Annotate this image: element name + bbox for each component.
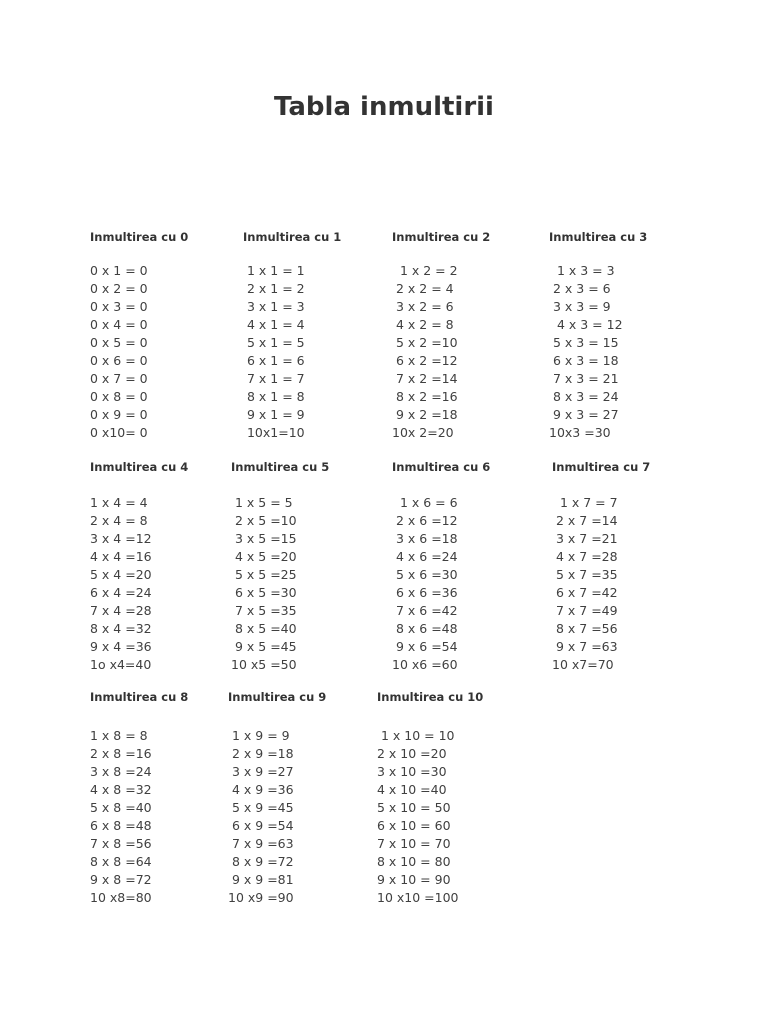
table-line: 5 x 6 =30 [392,567,458,582]
table-title: Inmultirea cu 5 [231,460,330,474]
table-line: 6 x 1 = 6 [243,353,305,368]
table-title: Inmultirea cu 0 [90,230,189,244]
multiplication-table-5 [231,459,381,672]
multiplication-table-4 [90,459,240,672]
table-lines [243,262,305,442]
table-line: 0 x 2 = 0 [90,281,148,296]
table-line: 1 x 2 = 2 [392,263,458,278]
multiplication-table-6 [392,459,542,672]
table-line: 1o x4=40 [90,657,152,672]
table-line: 10 x5 =50 [231,657,297,672]
table-line: 8 x 1 = 8 [243,389,305,404]
table-lines [231,494,297,674]
table-line: 2 x 3 = 6 [549,281,611,296]
multiplication-table-2 [392,229,542,440]
multiplication-table-0 [90,229,240,440]
table-title: Inmultirea cu 8 [90,690,189,704]
table-line: 7 x 10 = 70 [377,836,451,851]
table-title: Inmultirea cu 2 [392,230,491,244]
table-line: 9 x 10 = 90 [377,872,451,887]
table-line: 0 x10= 0 [90,425,148,440]
table-line: 2 x 5 =10 [231,513,297,528]
table-line: 6 x 9 =54 [228,818,294,833]
table-line: 4 x 8 =32 [90,782,152,797]
page-title: Tabla inmultirii [274,92,494,122]
table-line: 8 x 10 = 80 [377,854,451,869]
table-line: 4 x 3 = 12 [549,317,623,332]
table-line: 10 x9 =90 [228,890,294,905]
table-line: 2 x 7 =14 [552,513,618,528]
table-title: Inmultirea cu 9 [228,690,327,704]
table-line: 1 x 5 = 5 [231,495,293,510]
table-line: 8 x 5 =40 [231,621,297,636]
table-line: 9 x 1 = 9 [243,407,305,422]
table-line: 2 x 9 =18 [228,746,294,761]
table-line: 9 x 2 =18 [392,407,458,422]
table-line: 9 x 5 =45 [231,639,297,654]
table-line: 5 x 5 =25 [231,567,297,582]
multiplication-table-7 [552,459,702,672]
table-title: Inmultirea cu 4 [90,460,189,474]
table-lines [90,494,152,674]
table-line: 0 x 8 = 0 [90,389,148,404]
table-line: 5 x 10 = 50 [377,800,451,815]
table-lines [228,727,294,907]
table-lines [552,494,618,674]
table-line: 2 x 6 =12 [392,513,458,528]
table-line: 1 x 9 = 9 [228,728,290,743]
table-title: Inmultirea cu 6 [392,460,491,474]
table-line: 4 x 2 = 8 [392,317,454,332]
table-line: 1 x 7 = 7 [552,495,618,510]
table-line: 5 x 9 =45 [228,800,294,815]
table-line: 9 x 9 =81 [228,872,294,887]
table-line: 8 x 6 =48 [392,621,458,636]
table-line: 6 x 5 =30 [231,585,297,600]
table-line: 1 x 6 = 6 [392,495,458,510]
table-line: 3 x 1 = 3 [243,299,305,314]
table-line: 2 x 1 = 2 [243,281,305,296]
table-title: Inmultirea cu 7 [552,460,651,474]
table-line: 0 x 1 = 0 [90,263,148,278]
table-lines [549,262,623,442]
multiplication-table-3 [549,229,699,440]
table-line: 9 x 6 =54 [392,639,458,654]
table-line: 8 x 9 =72 [228,854,294,869]
table-line: 1 x 3 = 3 [549,263,615,278]
table-line: 4 x 6 =24 [392,549,458,564]
table-line: 0 x 9 = 0 [90,407,148,422]
table-lines [90,727,152,907]
table-line: 7 x 9 =63 [228,836,294,851]
table-line: 9 x 3 = 27 [549,407,619,422]
table-line: 5 x 1 = 5 [243,335,305,350]
table-line: 10 x8=80 [90,890,152,905]
table-line: 8 x 3 = 24 [549,389,619,404]
table-line: 3 x 8 =24 [90,764,152,779]
table-line: 10x 2=20 [392,425,454,440]
table-line: 3 x 10 =30 [377,764,447,779]
table-line: 8 x 8 =64 [90,854,152,869]
table-line: 6 x 3 = 18 [549,353,619,368]
table-line: 7 x 2 =14 [392,371,458,386]
table-line: 7 x 6 =42 [392,603,458,618]
table-line: 10 x10 =100 [377,890,459,905]
table-line: 6 x 10 = 60 [377,818,451,833]
table-line: 1 x 10 = 10 [377,728,455,743]
table-line: 4 x 4 =16 [90,549,152,564]
table-line: 8 x 4 =32 [90,621,152,636]
table-line: 1 x 1 = 1 [243,263,305,278]
table-line: 10 x6 =60 [392,657,458,672]
table-line: 6 x 7 =42 [552,585,618,600]
table-line: 2 x 2 = 4 [392,281,454,296]
table-title: Inmultirea cu 3 [549,230,648,244]
table-line: 1 x 4 = 4 [90,495,148,510]
table-line: 6 x 2 =12 [392,353,458,368]
table-line: 7 x 7 =49 [552,603,618,618]
table-line: 7 x 1 = 7 [243,371,305,386]
table-line: 3 x 9 =27 [228,764,294,779]
table-line: 1 x 8 = 8 [90,728,148,743]
table-line: 2 x 8 =16 [90,746,152,761]
table-line: 10x3 =30 [549,425,611,440]
table-line: 2 x 10 =20 [377,746,447,761]
table-line: 8 x 2 =16 [392,389,458,404]
table-line: 5 x 3 = 15 [549,335,619,350]
table-line: 0 x 3 = 0 [90,299,148,314]
table-line: 8 x 7 =56 [552,621,618,636]
table-title: Inmultirea cu 1 [243,230,342,244]
table-line: 4 x 9 =36 [228,782,294,797]
table-title: Inmultirea cu 10 [377,690,484,704]
table-line: 5 x 8 =40 [90,800,152,815]
table-line: 0 x 6 = 0 [90,353,148,368]
table-line: 6 x 6 =36 [392,585,458,600]
table-line: 4 x 1 = 4 [243,317,305,332]
table-line: 3 x 6 =18 [392,531,458,546]
table-line: 10x1=10 [243,425,305,440]
table-lines [392,262,458,442]
table-lines [392,494,458,674]
table-lines [377,727,459,907]
multiplication-table-9 [228,689,378,905]
table-line: 0 x 7 = 0 [90,371,148,386]
table-line: 7 x 4 =28 [90,603,152,618]
table-line: 3 x 5 =15 [231,531,297,546]
table-line: 3 x 4 =12 [90,531,152,546]
table-line: 3 x 3 = 9 [549,299,611,314]
table-line: 2 x 4 = 8 [90,513,148,528]
table-line: 9 x 8 =72 [90,872,152,887]
table-line: 9 x 7 =63 [552,639,618,654]
table-line: 9 x 4 =36 [90,639,152,654]
table-line: 3 x 2 = 6 [392,299,454,314]
table-line: 0 x 5 = 0 [90,335,148,350]
table-lines [90,262,148,442]
table-line: 7 x 3 = 21 [549,371,619,386]
table-line: 5 x 4 =20 [90,567,152,582]
multiplication-table-1 [243,229,393,440]
table-line: 5 x 2 =10 [392,335,458,350]
table-line: 6 x 8 =48 [90,818,152,833]
table-line: 3 x 7 =21 [552,531,618,546]
table-line: 7 x 8 =56 [90,836,152,851]
table-line: 10 x7=70 [552,657,614,672]
table-line: 4 x 10 =40 [377,782,447,797]
multiplication-table-8 [90,689,240,905]
table-line: 4 x 7 =28 [552,549,618,564]
table-line: 0 x 4 = 0 [90,317,148,332]
table-line: 5 x 7 =35 [552,567,618,582]
multiplication-table-10 [377,689,527,905]
table-line: 4 x 5 =20 [231,549,297,564]
table-line: 7 x 5 =35 [231,603,297,618]
table-line: 6 x 4 =24 [90,585,152,600]
